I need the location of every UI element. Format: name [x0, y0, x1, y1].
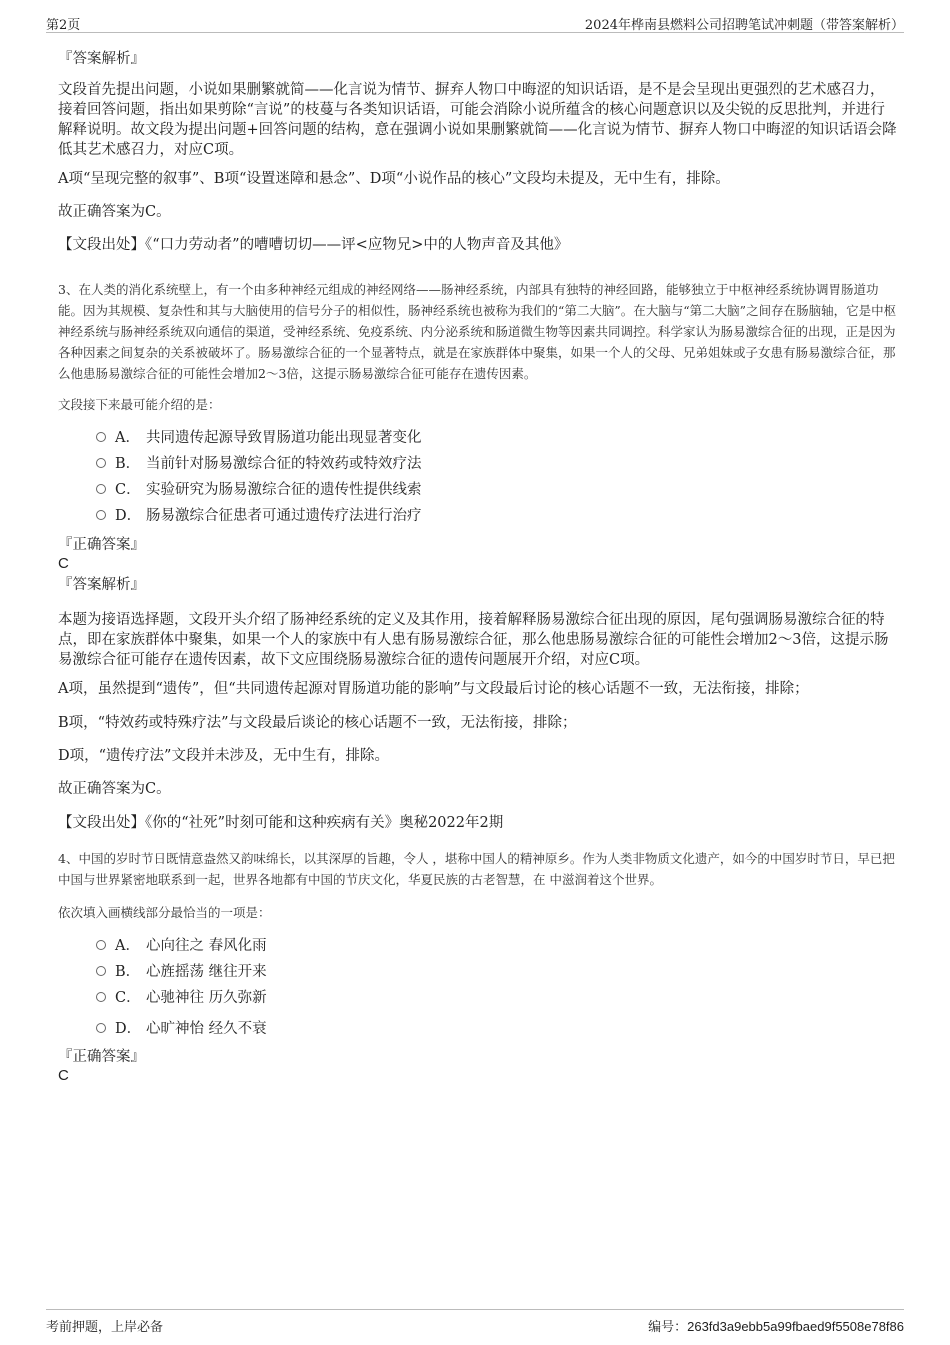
radio-icon[interactable]: [96, 510, 106, 520]
question-prompt: 依次填入画横线部分最恰当的一项是：: [58, 905, 271, 920]
option-c[interactable]: C． 实验研究为肠易激综合征的遗传性提供线索: [96, 480, 422, 502]
option-b[interactable]: B． 当前针对肠易激综合征的特效药或特效疗法: [96, 454, 422, 476]
option-d[interactable]: D． 肠易激综合征患者可通过遗传疗法进行治疗: [96, 506, 422, 528]
document-code: 编号：263fd3a9ebb5a99fbaed9f5508e78f86: [648, 1319, 904, 1334]
answer-conclusion: 故正确答案为C。: [58, 204, 171, 220]
analysis-paragraph: A项“呈现完整的叙事”、B项“设置迷障和悬念”、D项“小说作品的核心”文段均未提及，无中生有，排除。: [58, 171, 730, 187]
correct-answer-label: 『正确答案』: [58, 537, 145, 553]
footer-slogan: 考前押题，上岸必备: [46, 1320, 164, 1335]
option-c[interactable]: C． 心驰神往 历久弥新: [96, 988, 267, 1010]
option-text: 心旌摇荡 继往开来: [146, 964, 267, 980]
radio-icon[interactable]: [96, 458, 106, 468]
option-a[interactable]: A． 心向往之 春风化雨: [96, 936, 267, 958]
page-header: [46, 10, 904, 33]
option-text: 共同遗传起源导致胃肠道功能出现显著变化: [146, 430, 422, 446]
question-stem: 4、中国的岁时节日既情意盎然又韵味绵长，以其深厚的旨趣，令人 ，堪称中国人的精神原乡。作为人类非物质文化遗产，如今的中国岁时节日，早已把中国与世界紧密地联系到一起，世界各地都有中国的节庆文化，华夏民族的古老智慧，在 中滋润着这个世界。: [58, 851, 895, 887]
radio-icon[interactable]: [96, 940, 106, 950]
option-text: 肠易激综合征患者可通过遗传疗法进行治疗: [146, 508, 422, 524]
page-number: 第2页: [46, 18, 81, 33]
question-stem: 3、在人类的消化系统壁上，有一个由多种神经元组成的神经网络——肠神经系统，内部具有独特的神经回路，能够独立于中枢神经系统协调胃肠道功能。因为其规模、复杂性和其与大脑使用的信号分子的相似性，肠神经系统也被称为我们的“第二大脑”。在大脑与“第二大脑”之间存在肠脑轴，它是中枢神经系统与肠神经系统双向通信的渠道，受神经系统、免疫系统、内分泌系统和肠道微生物等因素共同调控。科学家认为肠易激综合征的出现，正是因为各种因素之间复杂的关系被破坏了。肠易激综合征的一个显著特点，就是在家族群体中聚集，如果一个人的父母、兄弟姐妹或子女患有肠易激综合征，那么他患肠易激综合征的可能性会增加2～3倍，这提示肠易激综合征可能存在遗传因素。: [58, 282, 897, 381]
question-prompt: 文段接下来最可能介绍的是：: [58, 397, 221, 412]
option-text: 心向往之 春风化雨: [146, 938, 267, 954]
option-b[interactable]: B． 心旌摇荡 继往开来: [96, 962, 267, 984]
answer-analysis-label: 『答案解析』: [58, 577, 145, 593]
option-text: 心驰神往 历久弥新: [146, 990, 267, 1006]
document-title: 2024年桦南县燃料公司招聘笔试冲刺题（带答案解析）: [584, 18, 904, 33]
option-text: 当前针对肠易激综合征的特效药或特效疗法: [146, 456, 422, 472]
radio-icon[interactable]: [96, 1023, 106, 1033]
radio-icon[interactable]: [96, 966, 106, 976]
radio-icon[interactable]: [96, 992, 106, 1002]
correct-answer-label: 『正确答案』: [58, 1049, 145, 1065]
answer-conclusion: 故正确答案为C。: [58, 781, 171, 797]
passage-source: 【文段出处】《“口力劳动者”的嘈嘈切切——评<应物兄>中的人物声音及其他》: [58, 237, 569, 253]
radio-icon[interactable]: [96, 484, 106, 494]
analysis-paragraph: B项，“特效药或特殊疗法”与文段最后谈论的核心话题不一致，无法衔接，排除；: [58, 715, 577, 731]
analysis-paragraph: 本题为接语选择题，文段开头介绍了肠神经系统的定义及其作用，接着解释肠易激综合征出现的原因，尾句强调肠易激综合征的特点，即在家族群体中聚集，如果一个人的家族中有人患有肠易激综合征，那么他患肠易激综合征的可能性会增加2～3倍，这提示肠易激综合征可能存在遗传因素，故下文应围绕肠易激综合征的遗传问题展开介绍，对应C项。: [58, 612, 889, 668]
option-text: 实验研究为肠易激综合征的遗传性提供线索: [146, 482, 422, 498]
radio-icon[interactable]: [96, 432, 106, 442]
analysis-paragraph: 文段首先提出问题，小说如果删繁就简——化言说为情节、摒弃人物口中晦涩的知识话语，是不是会呈现出更强烈的艺术感召力，接着回答问题，指出如果剪除“言说”的枝蔓与各类知识话语，可能会消除小说所蕴含的核心问题意识以及尖锐的反思批判，并进行解释说明。故文段为提出问题+回答问题的结构，意在强调小说如果删繁就简——化言说为情节、摒弃人物口中晦涩的知识话语会降低其艺术感召力，对应C项。: [58, 82, 897, 158]
option-a[interactable]: A． 共同遗传起源导致胃肠道功能出现显著变化: [96, 428, 422, 450]
analysis-paragraph: A项，虽然提到“遗传”，但“共同遗传起源对胃肠道功能的影响”与文段最后讨论的核心话题不一致，无法衔接，排除；: [58, 681, 809, 697]
option-text: 心旷神怡 经久不衰: [146, 1021, 267, 1037]
passage-source: 【文段出处】《你的“社死”时刻可能和这种疾病有关》奥秘2022年2期: [58, 815, 504, 831]
answer-analysis-label: 『答案解析』: [58, 51, 145, 67]
correct-answer: C: [58, 1067, 69, 1084]
correct-answer: C: [58, 555, 69, 572]
analysis-paragraph: D项，“遗传疗法”文段并未涉及，无中生有，排除。: [58, 748, 389, 764]
page-footer: [46, 1309, 904, 1340]
option-d[interactable]: D． 心旷神怡 经久不衰: [96, 1019, 267, 1041]
